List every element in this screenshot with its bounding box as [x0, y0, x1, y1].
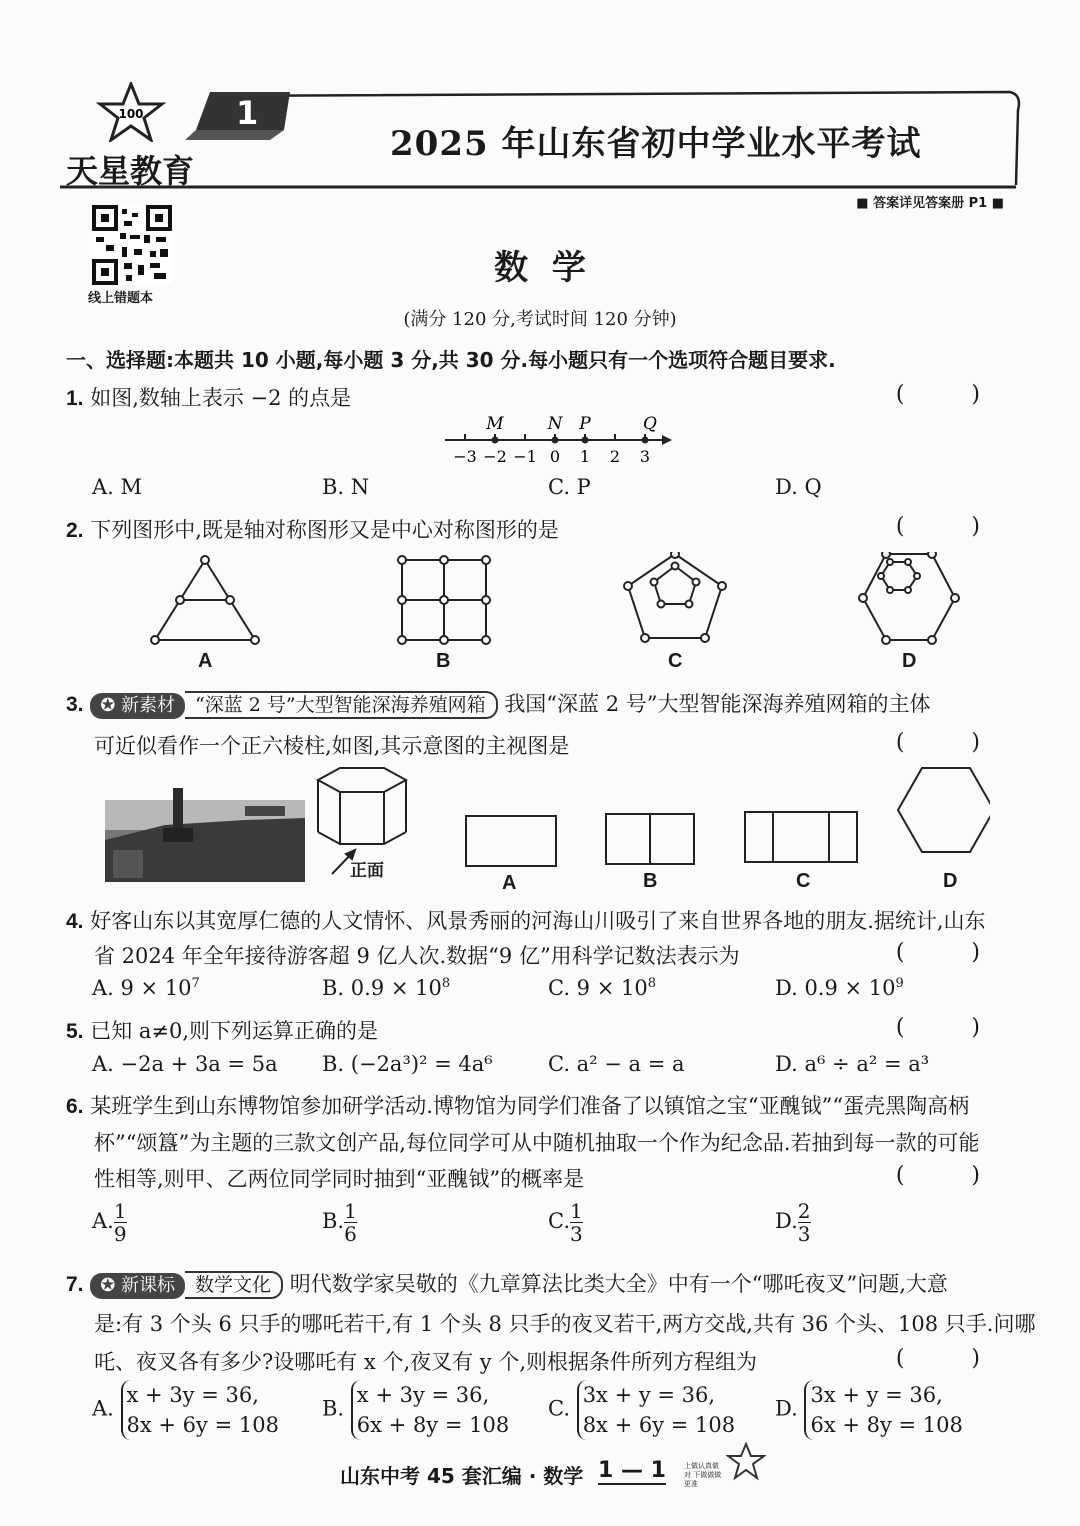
footer-star-icon [726, 1442, 766, 1482]
option-c[interactable]: C. $\frac{1}{3}$ [548, 1199, 583, 1246]
answer-bracket[interactable]: ( ) [895, 1015, 1010, 1040]
question-4: 4. 好客山东以其宽厚仁德的人文情怀、风景秀丽的河海山川吸引了来自世界各地的朋友.据统计,山东 [66, 909, 986, 933]
option-b[interactable]: B. $\frac{1}{6}$ [322, 1199, 357, 1246]
option-d[interactable]: D. Q [775, 475, 822, 499]
tag-topic: “深蓝 2 号”大型智能深海养殖网箱 [185, 691, 498, 719]
tick-label: −2 [483, 447, 507, 466]
point-label: Q [643, 414, 657, 434]
question-7: 7. ✪ 新课标 数学文化 明代数学家吴敬的《九章算法比类大全》中有一个“哪吒夜叉”问题,大意 [66, 1268, 948, 1299]
subject-title: 数 学 [494, 248, 586, 288]
answer-bracket[interactable]: ( ) [895, 1163, 1010, 1188]
tick-label: 1 [579, 447, 591, 466]
figure-caption[interactable]: B [643, 870, 658, 892]
tag-new-standard: ✪ 新课标 [90, 1273, 185, 1299]
option-a[interactable]: A. −2a + 3a = 5a [92, 1052, 278, 1076]
point-label: P [579, 414, 591, 434]
option-b[interactable]: B. x + 3y = 36, 6x + 8y = 108 [322, 1380, 509, 1440]
footer-small-text: 上做认真做对 下做做做更准 [684, 1462, 722, 1488]
figure-caption[interactable]: D [943, 870, 958, 892]
section-heading: 一、选择题:本题共 10 小题,每小题 3 分,共 30 分.每小题只有一个选项符合题目要求. [66, 348, 836, 372]
option-a[interactable]: A. $\frac{1}{9}$ [92, 1199, 127, 1246]
q2-figures [140, 552, 980, 652]
brand-name: 天星教育 [66, 152, 195, 190]
question-1: 1. 如图,数轴上表示 −2 的点是 [66, 386, 352, 410]
figure-caption[interactable]: B [436, 650, 451, 672]
point-label: M [486, 414, 504, 434]
figure-caption[interactable]: A [198, 650, 213, 672]
point-label: N [547, 414, 563, 434]
paper-number: 1 [236, 94, 259, 132]
question-3-line2: 可近似看作一个正六棱柱,如图,其示意图的主视图是 [94, 734, 570, 758]
tick-label: −1 [513, 447, 537, 466]
question-6: 6. 某班学生到山东博物馆参加研学活动.博物馆为同学们准备了以镇馆之宝“亚醜钺”“蛋壳黑陶高柄 [66, 1094, 970, 1118]
option-a[interactable]: A. x + 3y = 36, 8x + 6y = 108 [92, 1380, 279, 1440]
question-4-line2: 省 2024 年全年接待游客超 9 亿人次.数据“9 亿”用科学记数法表示为 [94, 944, 740, 968]
figure-caption[interactable]: C [796, 870, 811, 892]
question-7-line2: 是:有 3 个头 6 只手的哪吒若干,有 1 个头 8 只手的夜叉若干,两方交战,共有 36 个头、108 只手.问哪 [94, 1312, 1036, 1336]
tick-label: −3 [453, 447, 477, 466]
option-d[interactable]: D. $\frac{2}{3}$ [775, 1199, 811, 1246]
star-logo-icon [96, 82, 166, 142]
option-d[interactable]: D. 3x + y = 36, 6x + 8y = 108 [775, 1380, 963, 1440]
option-a[interactable]: A. M [92, 475, 143, 499]
figure-caption[interactable]: C [668, 650, 683, 672]
question-6-line3: 性相等,则甲、乙两位同学同时抽到“亚醜钺”的概率是 [94, 1167, 585, 1191]
option-d[interactable]: D. a⁶ ÷ a² = a³ [775, 1052, 930, 1076]
option-a[interactable]: A. $9 \times 10^7$ [92, 976, 200, 1000]
answer-bracket[interactable]: ( ) [895, 730, 1010, 755]
tick-label: 3 [639, 447, 651, 466]
option-c[interactable]: C. $9 \times 10^8$ [548, 976, 656, 1000]
option-d[interactable]: D. $0.9 \times 10^9$ [775, 976, 904, 1000]
answer-bracket[interactable]: ( ) [895, 382, 1010, 407]
option-c[interactable]: C. P [548, 475, 591, 499]
figure-caption[interactable]: A [502, 872, 517, 894]
option-b[interactable]: B. $0.9 \times 10^8$ [322, 976, 451, 1000]
number-line [440, 412, 680, 467]
svg-text:100: 100 [118, 107, 144, 121]
option-c[interactable]: C. 3x + y = 36, 8x + 6y = 108 [548, 1380, 735, 1440]
question-5: 5. 已知 a≠0,则下列运算正确的是 [66, 1019, 379, 1043]
figure-caption[interactable]: D [902, 650, 917, 672]
front-label: 正面 [350, 861, 384, 881]
question-7-line3: 吒、夜叉各有多少?设哪吒有 x 个,夜叉有 y 个,则根据条件所列方程组为 [94, 1350, 758, 1374]
answer-note: ■ 答案详见答案册 P1 ■ [856, 196, 1004, 211]
question-2: 2. 下列图形中,既是轴对称图形又是中心对称图形的是 [66, 518, 559, 542]
answer-bracket[interactable]: ( ) [895, 1346, 1010, 1371]
tag-new-material: ✪ 新素材 [90, 693, 185, 719]
option-c[interactable]: C. a² − a = a [548, 1052, 685, 1076]
exam-title: 2025 年山东省初中学业水平考试 [390, 124, 922, 164]
photo-net-cage [105, 770, 305, 882]
page-number: 1 — 1 [598, 1458, 666, 1483]
qr-label: 线上错题本 [88, 291, 154, 306]
option-b[interactable]: B. (−2a³)² = 4a⁶ [322, 1052, 493, 1076]
question-3: 3. ✪ 新素材 “深蓝 2 号”大型智能深海养殖网箱 我国“深蓝 2 号”大型智能深海养殖网箱的主体 [66, 688, 931, 719]
subtitle: (满分 120 分,考试时间 120 分钟) [403, 309, 677, 330]
answer-bracket[interactable]: ( ) [895, 940, 1010, 965]
tick-label: 0 [549, 447, 561, 466]
option-b[interactable]: B. N [322, 475, 370, 499]
question-6-line2: 杯”“颂簋”为主题的三款文创产品,每位同学可从中随机抽取一个作为纪念品.若抽到每一款的可能 [94, 1131, 980, 1155]
answer-bracket[interactable]: ( ) [895, 514, 1010, 539]
tick-label: 2 [609, 447, 621, 466]
footer-title: 山东中考 45 套汇编 · 数学 [340, 1464, 584, 1488]
tag-topic: 数学文化 [185, 1271, 283, 1299]
